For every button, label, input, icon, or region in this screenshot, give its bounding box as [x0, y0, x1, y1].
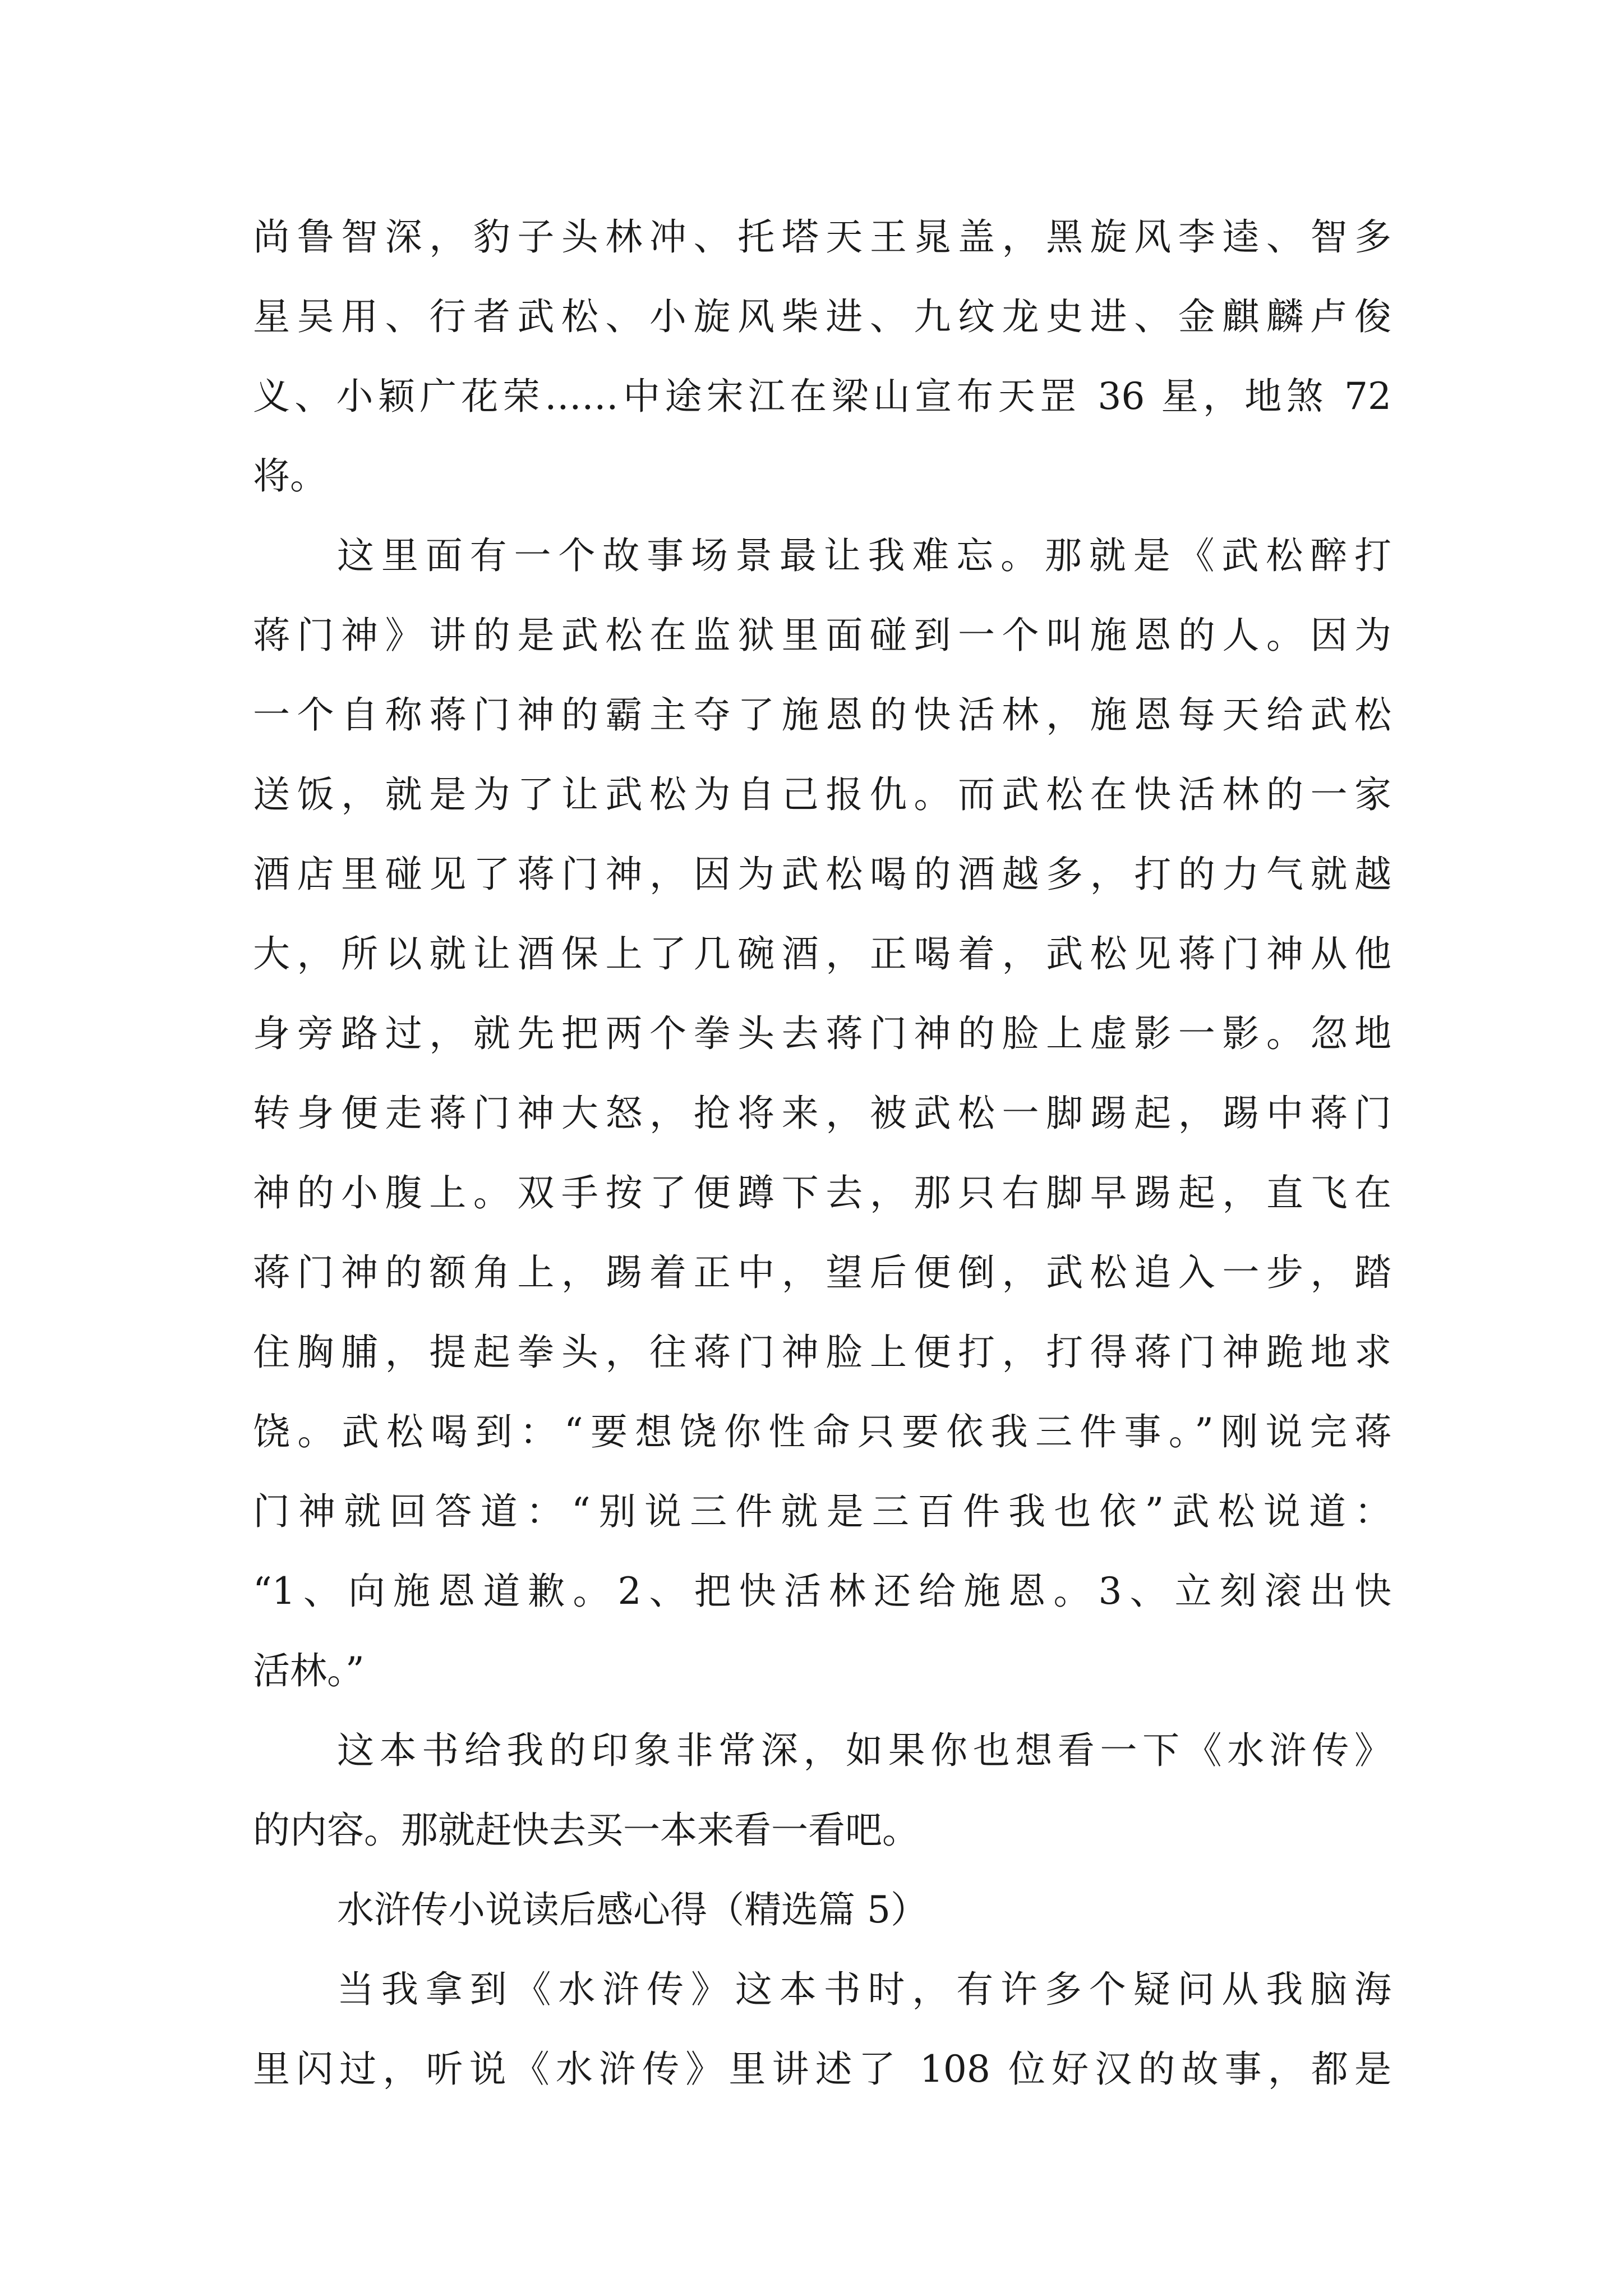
text-line: 这里面有一个故事场景最让我难忘。那就是《武松醉打	[337, 534, 1391, 577]
text-line: 神的小腹上。双手按了便蹲下去，那只右脚早踢起，直飞在	[253, 1171, 1391, 1214]
text-line: 里闪过，听说《水浒传》里讲述了 108 位好汉的故事，都是	[253, 2047, 1391, 2091]
text-line: 当我拿到《水浒传》这本书时，有许多个疑问从我脑海	[337, 1968, 1391, 2011]
text-line: 酒店里碰见了蒋门神，因为武松喝的酒越多，打的力气就越	[253, 853, 1391, 896]
text-line: 水浒传小说读后感心得（精选篇 5）	[337, 1888, 928, 1931]
text-line: “1、向施恩道歉。2、把快活林还给施恩。3、立刻滚出快	[253, 1570, 1391, 1613]
text-line: 身旁路过，就先把两个拳头去蒋门神的脸上虚影一影。忽地	[253, 1012, 1391, 1055]
text-line: 门神就回答道：“别说三件就是三百件我也依”武松说道：	[253, 1490, 1391, 1533]
text-line: 将。	[253, 454, 327, 498]
text-line: 大，所以就让酒保上了几碗酒，正喝着，武松见蒋门神从他	[253, 932, 1391, 976]
text-line: 尚鲁智深，豹子头林冲、托塔天王晁盖，黑旋风李逵、智多	[253, 215, 1391, 259]
text-line: 星吴用、行者武松、小旋风柴进、九纹龙史进、金麒麟卢俊	[253, 295, 1391, 338]
text-line: 一个自称蒋门神的霸主夺了施恩的快活林，施恩每天给武松	[253, 693, 1391, 737]
text-line: 活林。”	[253, 1649, 365, 1692]
body-text	[253, 197, 1391, 2109]
text-line: 的内容。那就赶快去买一本来看一看吧。	[253, 1809, 919, 1852]
text-line: 转身便走蒋门神大怒，抢将来，被武松一脚踢起，踢中蒋门	[253, 1092, 1391, 1135]
text-line: 这本书给我的印象非常深，如果你也想看一下《水浒传》	[337, 1729, 1391, 1772]
text-line: 送饭，就是为了让武松为自己报仇。而武松在快活林的一家	[253, 773, 1391, 816]
text-line: 住胸脯，提起拳头，往蒋门神脸上便打，打得蒋门神跪地求	[253, 1331, 1391, 1374]
text-line: 饶。武松喝到：“要想饶你性命只要依我三件事。”刚说完蒋	[253, 1410, 1391, 1453]
text-line: 蒋门神》讲的是武松在监狱里面碰到一个叫施恩的人。因为	[253, 614, 1391, 657]
text-line: 蒋门神的额角上，踢着正中，望后便倒，武松追入一步，踏	[253, 1251, 1391, 1294]
text-line: 义、小颖广花荣……中途宋江在梁山宣布天罡 36 星，地煞 72	[253, 375, 1391, 418]
